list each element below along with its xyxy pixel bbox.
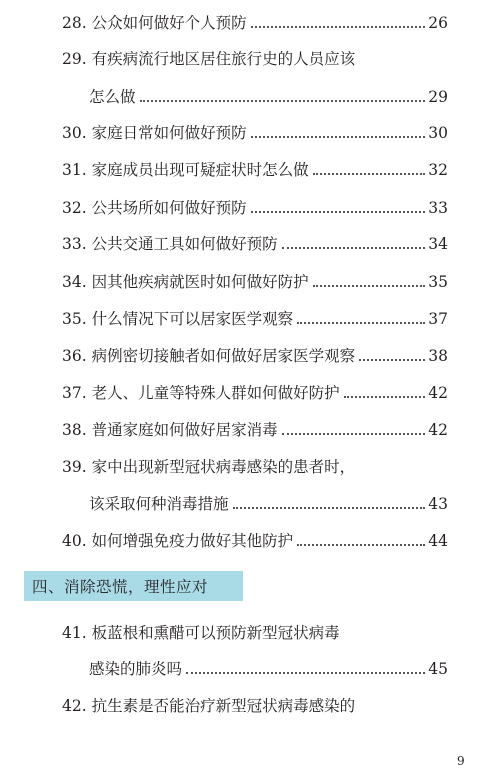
toc-leader-dots (313, 173, 426, 175)
toc-leader-dots (297, 322, 425, 324)
toc-entry-title: 30. 家庭日常如何做好预防 (62, 124, 247, 142)
toc-page-number: 38 (428, 347, 448, 365)
toc-entry-29-cont[interactable] (89, 84, 448, 110)
toc-entry-42[interactable] (62, 693, 448, 719)
toc-entry-32[interactable] (62, 195, 448, 221)
toc-page-number: 29 (428, 88, 448, 106)
toc-page-number: 33 (428, 199, 448, 217)
toc-entry-37[interactable] (62, 380, 448, 406)
toc-entry-title: 37. 老人、儿童等特殊人群如何做好防护 (62, 384, 340, 402)
section-heading[interactable] (24, 571, 243, 601)
toc-entry-29[interactable] (62, 46, 448, 72)
toc-entry-title: 该采取何种消毒措施 (89, 495, 229, 513)
toc-leader-dots (251, 26, 426, 28)
toc-entry-40[interactable] (62, 528, 448, 554)
toc-entry-31[interactable] (62, 157, 448, 183)
toc-leader-dots (140, 100, 426, 102)
toc-entry-title: 36. 病例密切接触者如何做好居家医学观察 (62, 347, 356, 365)
toc-entry-41-cont[interactable] (89, 656, 448, 682)
toc-entry-title: 33. 公共交通工具如何做好预防 (62, 235, 278, 253)
toc-entry-title: 31. 家庭成员出现可疑症状时怎么做 (62, 161, 309, 179)
toc-leader-dots (297, 544, 425, 546)
toc-entry-39-cont[interactable] (89, 491, 448, 517)
toc-page-number: 45 (428, 660, 448, 678)
toc-entry-28[interactable] (62, 10, 448, 36)
toc-leader-dots (282, 433, 426, 435)
toc-entry-33[interactable] (62, 231, 448, 257)
toc-entry-41[interactable] (62, 620, 448, 646)
toc-entry-title: 34. 因其他疾病就医时如何做好防护 (62, 273, 309, 291)
toc-page-number: 43 (428, 495, 448, 513)
toc-entry-34[interactable] (62, 269, 448, 295)
toc-page-number: 42 (428, 421, 448, 439)
toc-leader-dots (344, 396, 426, 398)
toc-entry-title: 39. 家中出现新型冠状病毒感染的患者时， (62, 458, 356, 476)
toc-page-number: 30 (428, 124, 448, 142)
toc-entry-title: 29. 有疾病流行地区居住旅行史的人员应该 (62, 50, 356, 68)
toc-entry-title: 41. 板蓝根和熏醋可以预防新型冠状病毒 (62, 624, 340, 642)
toc-entry-title: 怎么做 (89, 88, 136, 106)
toc-entry-title: 35. 什么情况下可以居家医学观察 (62, 310, 294, 328)
toc-entry-title: 28. 公众如何做好个人预防 (62, 14, 247, 32)
toc-entry-39[interactable] (62, 454, 448, 480)
toc-entry-title: 32. 公共场所如何做好预防 (62, 199, 247, 217)
toc-leader-dots (233, 507, 426, 509)
toc-leader-dots (313, 285, 426, 287)
toc-leader-dots (359, 359, 425, 361)
toc-leader-dots (186, 672, 425, 674)
toc-page-number: 42 (428, 384, 448, 402)
toc-leader-dots (251, 136, 426, 138)
toc-page-number: 37 (428, 310, 448, 328)
toc-page-number: 44 (428, 532, 448, 550)
page-number: 9 (457, 754, 465, 768)
toc-leader-dots (282, 247, 426, 249)
toc-entry-title: 40. 如何增强免疫力做好其他防护 (62, 532, 294, 550)
toc-entry-30[interactable] (62, 120, 448, 146)
toc-page-number: 34 (428, 235, 448, 253)
toc-entry-36[interactable] (62, 343, 448, 369)
toc-page-number: 26 (428, 14, 448, 32)
toc-leader-dots (251, 211, 426, 213)
toc-entry-35[interactable] (62, 306, 448, 332)
toc-page-number: 32 (428, 161, 448, 179)
toc-entry-title: 42. 抗生素是否能治疗新型冠状病毒感染的 (62, 697, 356, 715)
toc-entry-title: 感染的肺炎吗 (89, 660, 183, 678)
toc-entry-title: 38. 普通家庭如何做好居家消毒 (62, 421, 278, 439)
toc-entry-38[interactable] (62, 417, 448, 443)
section-heading-text: 四、消除恐慌，理性应对 (32, 578, 209, 596)
toc-page-number: 35 (428, 273, 448, 291)
